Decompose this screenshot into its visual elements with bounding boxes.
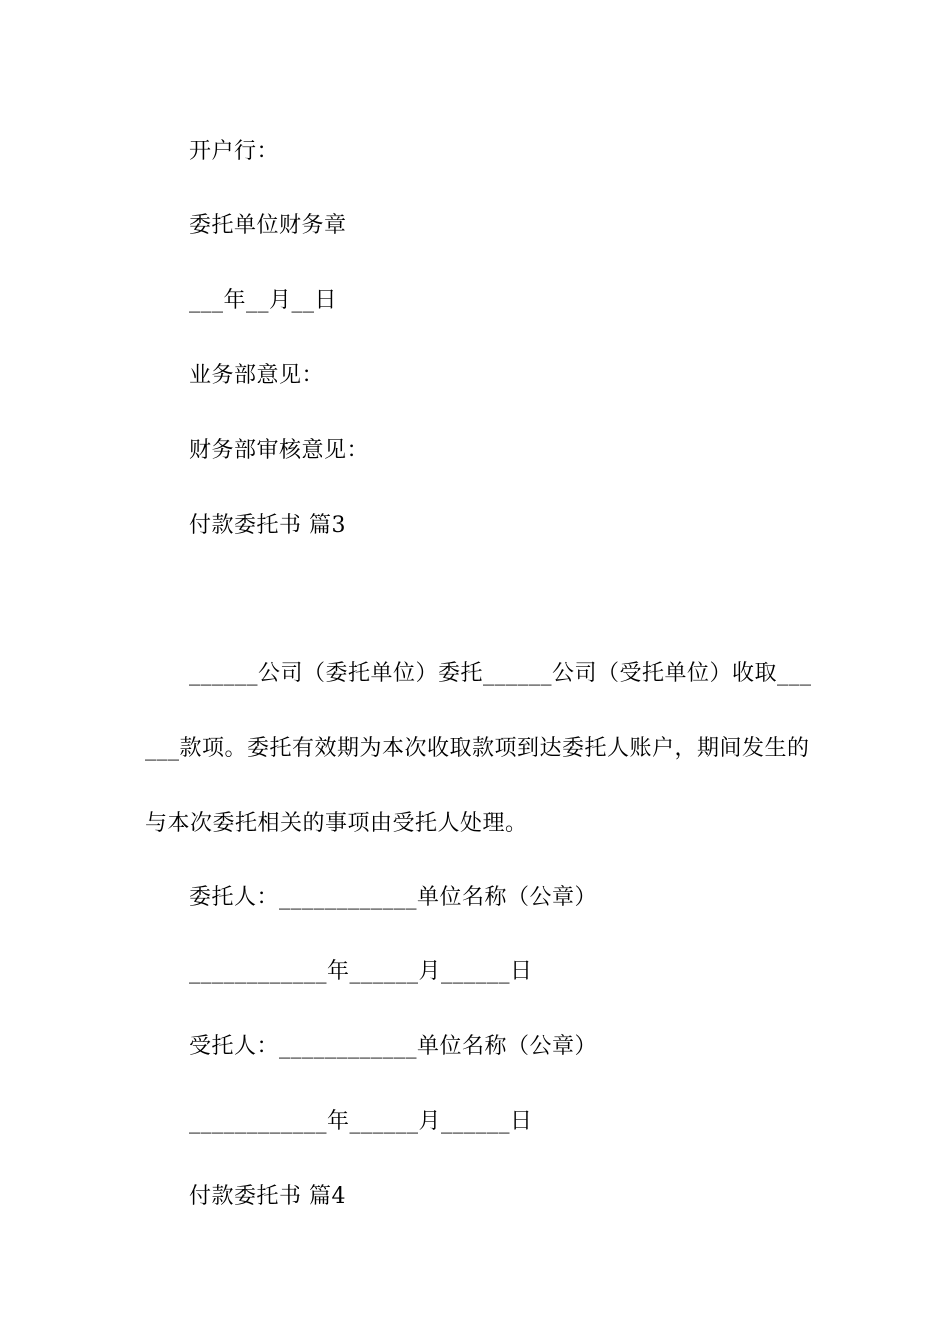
body-paragraph-line-2: ___款项。委托有效期为本次收取款项到达委托人账户，期间发生的: [145, 736, 810, 761]
seal-line: 委托单位财务章: [189, 213, 347, 238]
principal-line: 委托人：____________单位名称（公章）: [189, 885, 598, 910]
agent-date-line: ____________年______月______日: [189, 1109, 533, 1134]
section-title-4: 付款委托书 篇4: [189, 1184, 346, 1209]
body-paragraph-line-3: 与本次委托相关的事项由受托人处理。: [145, 811, 528, 836]
agent-line: 受托人：____________单位名称（公章）: [189, 1034, 598, 1059]
finance-opinion-line: 财务部审核意见：: [189, 438, 370, 463]
body-paragraph-line-1: ______公司（委托单位）委托______公司（受托单位）收取___: [189, 661, 812, 686]
section-title-3: 付款委托书 篇3: [189, 513, 346, 538]
date-line: ___年__月__日: [189, 288, 338, 313]
bank-line: 开户行：: [189, 139, 280, 164]
business-opinion-line: 业务部意见：: [189, 363, 325, 388]
principal-date-line: ____________年______月______日: [189, 959, 533, 984]
